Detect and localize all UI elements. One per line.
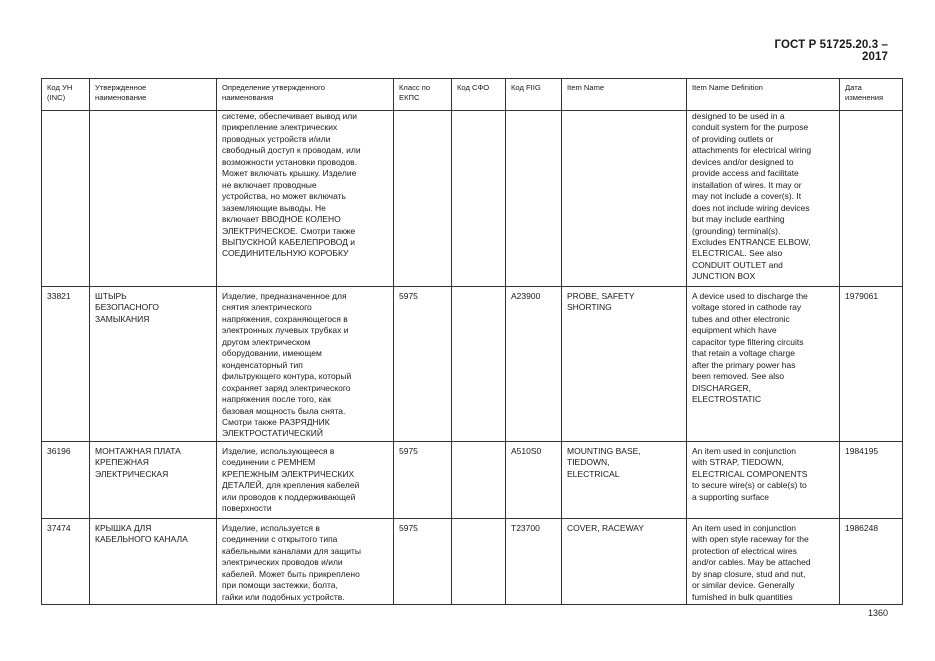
cell-name-ru: ШТЫРЬ БЕЗОПАСНОГО ЗАМЫКАНИЯ <box>90 287 217 442</box>
col-header-item-definition: Item Name Definition <box>687 79 840 111</box>
cell-inc <box>42 111 90 287</box>
document-code: ГОСТ Р 51725.20.3 – 2017 <box>774 39 888 63</box>
cell-definition-ru: Изделие, использующееся в соединении с РЕМНЕМ КРЕПЕЖНЫМ ЭЛЕКТРИЧЕСКИХ ДЕТАЛЕЙ, для крепления кабелей или проводов к поддерживающей поверхности <box>217 442 394 519</box>
col-header-item-name: Item Name <box>562 79 687 111</box>
cell-item-name <box>562 111 687 287</box>
cell-ekps-class: 5975 <box>394 287 452 442</box>
cell-item-definition: An item used in conjunction with open style raceway for the protection of electrical wires and/or cables. May be attached by snap closure, stud and nut, or similar device. Generally furnished in bulk quantities <box>687 519 840 605</box>
cell-name-ru: МОНТАЖНАЯ ПЛАТА КРЕПЕЖНАЯ ЭЛЕКТРИЧЕСКАЯ <box>90 442 217 519</box>
table-row <box>42 442 903 519</box>
cell-change-date: 1979061 <box>840 287 903 442</box>
cell-ekps-class <box>394 111 452 287</box>
col-header-sfo-code: Код СФО <box>452 79 506 111</box>
catalog-table <box>41 78 903 605</box>
cell-ekps-class: 5975 <box>394 519 452 605</box>
cell-sfo-code <box>452 287 506 442</box>
cell-sfo-code <box>452 442 506 519</box>
cell-item-definition: designed to be used in a conduit system for the purpose of providing outlets or attachments for electrical wiring devices and/or designed to provide access and facilitate installation of wires. It may or may not include a cover(s). It does not include wiring devices but may include earthing (grounding) terminal(s). Excludes ENTRANCE ELBOW, ELECTRICAL. See also CONDUIT OUTLET and JUNCTION BOX <box>687 111 840 287</box>
cell-item-name: PROBE, SAFETY SHORTING <box>562 287 687 442</box>
cell-definition-ru: Изделие, используется в соединении с открытого типа кабельными каналами для защиты электрических проводов и/или кабелей. Может быть прикреплено при помощи застежки, болта, гайки или подобных устройств. <box>217 519 394 605</box>
cell-change-date: 1986248 <box>840 519 903 605</box>
table-row <box>42 287 903 442</box>
cell-fiig-code: A510S0 <box>506 442 562 519</box>
cell-ekps-class: 5975 <box>394 442 452 519</box>
cell-name-ru <box>90 111 217 287</box>
cell-inc: 36196 <box>42 442 90 519</box>
table-row <box>42 111 903 287</box>
cell-inc: 37474 <box>42 519 90 605</box>
col-header-inc: Код УН (INC) <box>42 79 90 111</box>
page-number: 1360 <box>867 608 888 618</box>
col-header-definition-ru: Определение утвержденного наименования <box>217 79 394 111</box>
cell-item-name: MOUNTING BASE, TIEDOWN, ELECTRICAL <box>562 442 687 519</box>
col-header-name-ru: Утвержденное наименование <box>90 79 217 111</box>
table-header-row <box>42 79 903 111</box>
cell-inc: 33821 <box>42 287 90 442</box>
cell-definition-ru: Изделие, предназначенное для снятия электрического напряжения, сохраняющегося в электронных лучевых трубках и другом электрическом оборудовании, имеющем конденсаторный тип фильтрующего контура, который сохраняет заряд электрического напряжения после того, как базовая мощность была снята. Смотри также РАЗРЯДНИК ЭЛЕКТРОСТАТИЧЕСКИЙ <box>217 287 394 442</box>
cell-sfo-code <box>452 111 506 287</box>
col-header-change-date: Дата изменения <box>840 79 903 111</box>
col-header-ekps-class: Класс по ЕКПС <box>394 79 452 111</box>
table-row <box>42 519 903 605</box>
cell-fiig-code <box>506 111 562 287</box>
cell-sfo-code <box>452 519 506 605</box>
cell-fiig-code: T23700 <box>506 519 562 605</box>
cell-change-date: 1984195 <box>840 442 903 519</box>
cell-name-ru: КРЫШКА ДЛЯ КАБЕЛЬНОГО КАНАЛА <box>90 519 217 605</box>
cell-item-definition: An item used in conjunction with STRAP, TIEDOWN, ELECTRICAL COMPONENTS to secure wire(s) or cable(s) to a supporting surface <box>687 442 840 519</box>
cell-change-date <box>840 111 903 287</box>
cell-definition-ru: системе, обеспечивает вывод или прикрепление электрических проводных устройств и/или свободный доступ к проводам, или возможности установки проводов. Может включать крышку. Изделие не включает проводные устройства, но может включать заземляющие выводы. Не включает ВВОДНОЕ КОЛЕНО ЭЛЕКТРИЧЕСКОЕ. Смотри также ВЫПУСКНОЙ КАБЕЛЕПРОВОД и СОЕДИНИТЕЛЬНУЮ КОРОБКУ <box>217 111 394 287</box>
col-header-fiig-code: Код FIIG <box>506 79 562 111</box>
cell-item-name: COVER, RACEWAY <box>562 519 687 605</box>
cell-fiig-code: A23900 <box>506 287 562 442</box>
cell-item-definition: A device used to discharge the voltage stored in cathode ray tubes and other electronic equipment which have capacitor type filtering circuits that retain a voltage charge after the primary power has been removed. See also DISCHARGER, ELECTROSTATIC <box>687 287 840 442</box>
